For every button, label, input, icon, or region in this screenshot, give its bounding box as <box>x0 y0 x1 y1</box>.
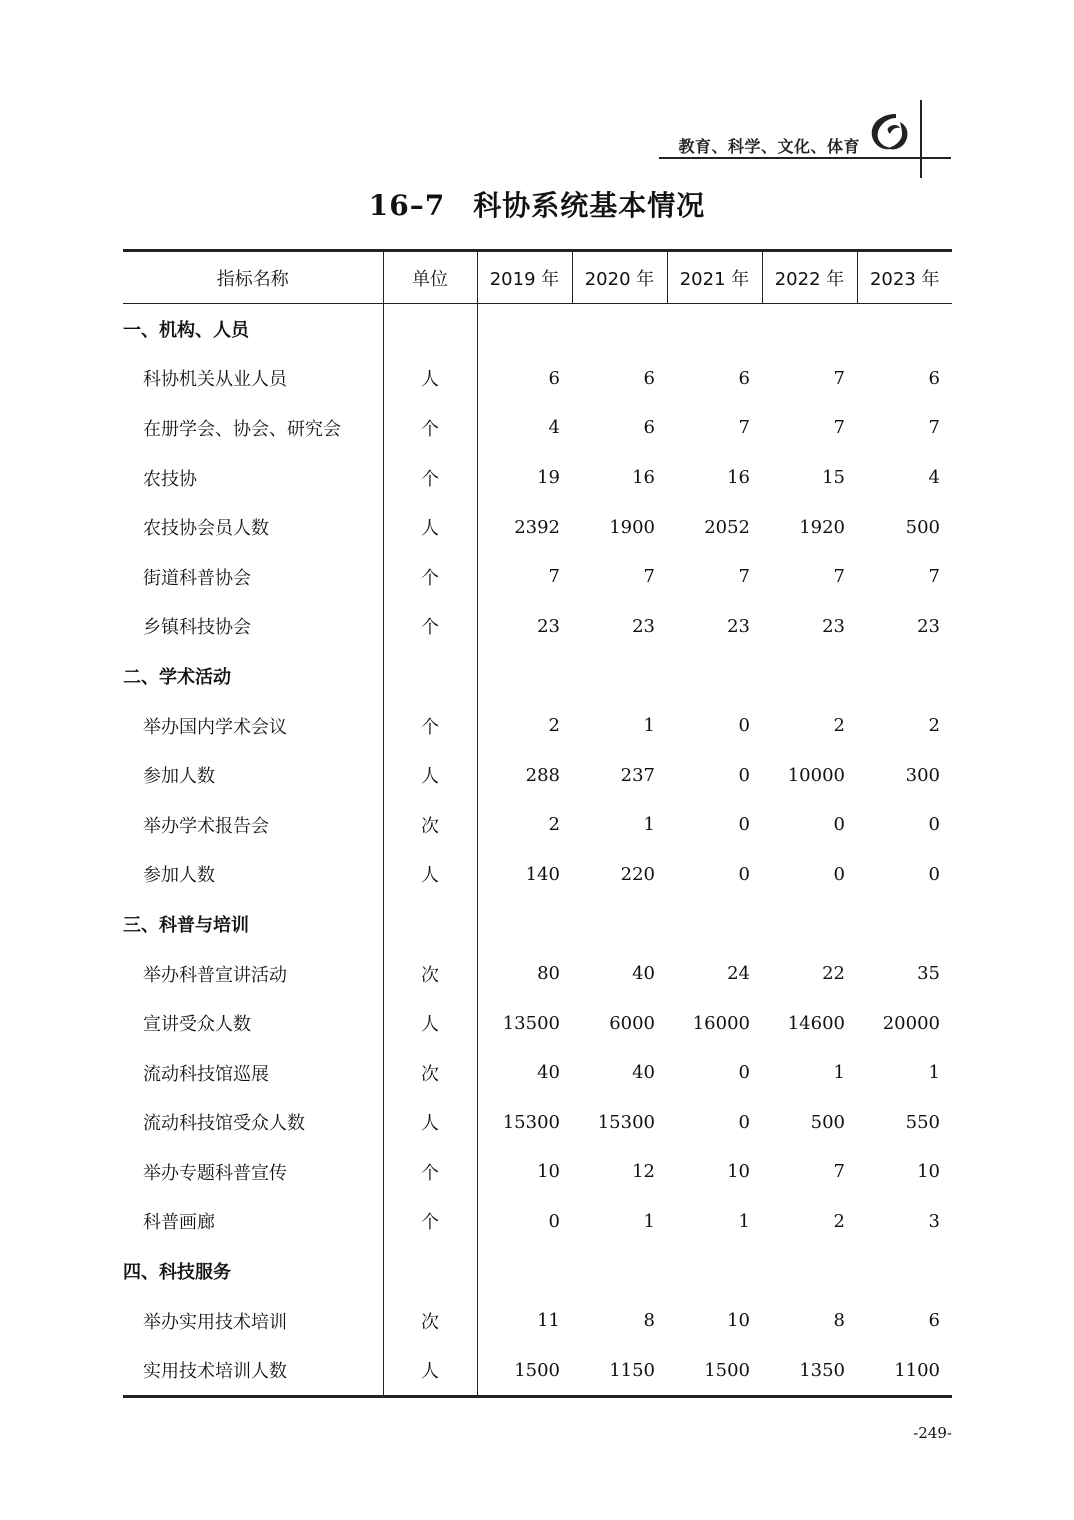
value-cell: 16 <box>727 467 750 489</box>
publisher-logo-icon <box>866 108 914 156</box>
value-cell: 23 <box>537 615 560 637</box>
value-cell <box>477 1246 572 1296</box>
value-cell: 6 <box>928 1310 940 1332</box>
value-cell: 550 <box>905 1111 940 1133</box>
value-cell: 10000 <box>787 764 845 786</box>
value-cell <box>762 304 857 354</box>
value-cell: 1100 <box>857 1345 952 1396</box>
indicator-name: 举办学术报告会 <box>143 815 269 837</box>
unit-cell: 次 <box>383 1296 477 1346</box>
value-cell: 7 <box>548 566 560 588</box>
indicator-name: 举办实用技术培训 <box>143 1311 287 1333</box>
unit-cell: 人 <box>383 998 477 1048</box>
unit-cell: 个 <box>383 552 477 602</box>
indicator-name: 科协机关从业人员 <box>143 369 287 391</box>
section-title: 一、机构、人员 <box>123 319 249 341</box>
value-cell: 10 <box>537 1161 560 1183</box>
value-cell: 14600 <box>787 1012 845 1034</box>
value-cell <box>857 304 952 354</box>
value-cell: 40 <box>537 1062 560 1084</box>
indicator-name: 农技协 <box>143 468 197 490</box>
value-cell: 1 <box>643 715 655 737</box>
statistics-table <box>123 249 952 1398</box>
value-cell: 12 <box>632 1161 655 1183</box>
table-row <box>123 1296 952 1346</box>
section-row <box>123 304 952 354</box>
value-cell: 22 <box>822 963 845 985</box>
value-cell <box>572 651 667 701</box>
value-cell <box>667 899 762 949</box>
table-body <box>123 304 952 1397</box>
table-row <box>123 850 952 900</box>
unit-cell: 个 <box>383 602 477 652</box>
value-cell: 2392 <box>514 516 560 538</box>
table-header-row <box>123 251 952 304</box>
page-number: -249- <box>913 1424 952 1442</box>
unit-cell: 人 <box>383 850 477 900</box>
indicator-name: 举办专题科普宣传 <box>143 1162 287 1184</box>
indicator-name: 流动科技馆巡展 <box>143 1063 269 1085</box>
table-number: 16–7 <box>368 189 446 222</box>
table-row <box>123 502 952 552</box>
table-row <box>123 998 952 1048</box>
value-cell: 7 <box>928 566 940 588</box>
unit-cell <box>383 304 477 354</box>
value-cell: 8 <box>643 1310 655 1332</box>
value-cell: 140 <box>525 863 560 885</box>
column-header: 2020 年 <box>572 251 667 304</box>
value-cell: 2052 <box>704 516 750 538</box>
value-cell: 1 <box>643 814 655 836</box>
header-section-label: 教育、科学、文化、体育 <box>678 137 860 156</box>
value-cell: 7 <box>738 417 750 439</box>
value-cell: 6 <box>928 367 940 389</box>
value-cell: 6000 <box>609 1012 655 1034</box>
value-cell: 0 <box>928 814 940 836</box>
value-cell: 1150 <box>572 1345 667 1396</box>
value-cell: 40 <box>632 963 655 985</box>
table-row <box>123 1345 952 1396</box>
value-cell: 23 <box>727 615 750 637</box>
section-row <box>123 1246 952 1296</box>
value-cell: 6 <box>643 367 655 389</box>
value-cell: 10 <box>917 1161 940 1183</box>
value-cell: 3 <box>928 1210 940 1232</box>
table-row <box>123 354 952 404</box>
value-cell: 7 <box>643 566 655 588</box>
header-vertical-rule <box>920 100 922 178</box>
value-cell <box>857 651 952 701</box>
value-cell <box>667 651 762 701</box>
value-cell: 0 <box>738 1111 750 1133</box>
value-cell: 7 <box>738 566 750 588</box>
value-cell: 23 <box>632 615 655 637</box>
header-horizontal-rule <box>659 157 951 159</box>
table-row <box>123 750 952 800</box>
value-cell: 1350 <box>762 1345 857 1396</box>
column-header: 单位 <box>383 251 477 304</box>
section-title: 四、科技服务 <box>123 1262 231 1284</box>
value-cell: 2 <box>548 715 560 737</box>
value-cell: 2 <box>928 715 940 737</box>
value-cell: 0 <box>738 1062 750 1084</box>
value-cell: 0 <box>738 814 750 836</box>
value-cell: 7 <box>833 367 845 389</box>
table-row <box>123 453 952 503</box>
value-cell: 0 <box>833 863 845 885</box>
unit-cell: 人 <box>383 750 477 800</box>
unit-cell <box>383 899 477 949</box>
value-cell: 288 <box>525 764 560 786</box>
value-cell: 1920 <box>799 516 845 538</box>
value-cell <box>477 651 572 701</box>
column-header: 2023 年 <box>857 251 952 304</box>
unit-cell: 个 <box>383 453 477 503</box>
value-cell: 7 <box>833 1161 845 1183</box>
value-cell: 1 <box>738 1210 750 1232</box>
value-cell <box>572 1246 667 1296</box>
unit-cell: 个 <box>383 1147 477 1197</box>
value-cell: 7 <box>833 417 845 439</box>
unit-cell: 人 <box>383 1098 477 1148</box>
indicator-name: 科普画廊 <box>143 1212 215 1234</box>
value-cell: 80 <box>537 963 560 985</box>
unit-cell: 次 <box>383 1048 477 1098</box>
indicator-name: 农技协会员人数 <box>143 518 269 540</box>
table-row <box>123 552 952 602</box>
value-cell: 10 <box>727 1161 750 1183</box>
section-row <box>123 899 952 949</box>
unit-cell: 人 <box>383 354 477 404</box>
value-cell <box>762 899 857 949</box>
column-header: 2021 年 <box>667 251 762 304</box>
value-cell: 15 <box>822 467 845 489</box>
indicator-name: 举办科普宣讲活动 <box>143 964 287 986</box>
value-cell <box>762 1246 857 1296</box>
value-cell: 11 <box>537 1310 560 1332</box>
unit-cell <box>383 1246 477 1296</box>
unit-cell: 个 <box>383 1197 477 1247</box>
value-cell: 237 <box>620 764 655 786</box>
value-cell: 16 <box>632 467 655 489</box>
value-cell: 16000 <box>692 1012 750 1034</box>
value-cell: 23 <box>822 615 845 637</box>
value-cell: 23 <box>917 615 940 637</box>
value-cell: 15300 <box>502 1111 560 1133</box>
value-cell: 7 <box>928 417 940 439</box>
value-cell <box>572 899 667 949</box>
indicator-name: 实用技术培训人数 <box>123 1345 383 1396</box>
value-cell <box>477 899 572 949</box>
value-cell: 0 <box>928 863 940 885</box>
table-row <box>123 949 952 999</box>
unit-cell: 人 <box>383 502 477 552</box>
value-cell: 1500 <box>667 1345 762 1396</box>
table-row <box>123 602 952 652</box>
value-cell <box>857 899 952 949</box>
value-cell: 19 <box>537 467 560 489</box>
value-cell: 2 <box>548 814 560 836</box>
indicator-name: 宣讲受众人数 <box>143 1014 251 1036</box>
unit-cell <box>383 651 477 701</box>
indicator-name: 参加人数 <box>143 865 215 887</box>
value-cell: 13500 <box>502 1012 560 1034</box>
table-row <box>123 1197 952 1247</box>
unit-cell: 次 <box>383 949 477 999</box>
value-cell: 6 <box>643 417 655 439</box>
value-cell: 35 <box>917 963 940 985</box>
value-cell: 0 <box>738 715 750 737</box>
section-title: 三、科普与培训 <box>123 914 249 936</box>
value-cell: 0 <box>548 1210 560 1232</box>
value-cell: 40 <box>632 1062 655 1084</box>
value-cell: 0 <box>833 814 845 836</box>
value-cell: 1 <box>643 1210 655 1232</box>
value-cell: 500 <box>905 516 940 538</box>
value-cell: 0 <box>738 863 750 885</box>
value-cell: 4 <box>548 417 560 439</box>
value-cell: 300 <box>905 764 940 786</box>
unit-cell: 个 <box>383 403 477 453</box>
unit-cell: 次 <box>383 800 477 850</box>
page-title <box>0 184 1074 224</box>
indicator-name: 在册学会、协会、研究会 <box>143 418 341 440</box>
value-cell: 1500 <box>477 1345 572 1396</box>
value-cell <box>857 1246 952 1296</box>
value-cell: 20000 <box>882 1012 940 1034</box>
indicator-name: 举办国内学术会议 <box>143 716 287 738</box>
unit-cell: 人 <box>383 1345 477 1396</box>
unit-cell: 个 <box>383 701 477 751</box>
value-cell: 1900 <box>609 516 655 538</box>
value-cell: 6 <box>548 367 560 389</box>
section-row <box>123 651 952 701</box>
indicator-name: 乡镇科技协会 <box>143 617 251 639</box>
value-cell: 2 <box>833 715 845 737</box>
table-row <box>123 1098 952 1148</box>
indicator-name: 街道科普协会 <box>143 567 251 589</box>
section-title: 二、学术活动 <box>123 666 231 688</box>
column-header: 指标名称 <box>123 251 383 304</box>
value-cell: 0 <box>738 764 750 786</box>
value-cell: 2 <box>833 1210 845 1232</box>
value-cell: 8 <box>833 1310 845 1332</box>
value-cell: 220 <box>620 863 655 885</box>
value-cell: 10 <box>727 1310 750 1332</box>
table-row <box>123 1147 952 1197</box>
indicator-name: 参加人数 <box>143 766 215 788</box>
value-cell <box>762 651 857 701</box>
table-row <box>123 403 952 453</box>
value-cell: 7 <box>833 566 845 588</box>
table-title: 科协系统基本情况 <box>473 189 706 222</box>
table-row <box>123 800 952 850</box>
column-header: 2022 年 <box>762 251 857 304</box>
indicator-name: 流动科技馆受众人数 <box>143 1113 305 1135</box>
value-cell: 500 <box>810 1111 845 1133</box>
value-cell: 6 <box>738 367 750 389</box>
value-cell: 4 <box>928 467 940 489</box>
value-cell: 1 <box>833 1062 845 1084</box>
column-header: 2019 年 <box>477 251 572 304</box>
table-row <box>123 701 952 751</box>
table-row <box>123 1048 952 1098</box>
value-cell: 1 <box>928 1062 940 1084</box>
value-cell <box>667 1246 762 1296</box>
value-cell <box>572 304 667 354</box>
value-cell <box>667 304 762 354</box>
value-cell <box>477 304 572 354</box>
value-cell: 24 <box>727 963 750 985</box>
value-cell: 15300 <box>597 1111 655 1133</box>
